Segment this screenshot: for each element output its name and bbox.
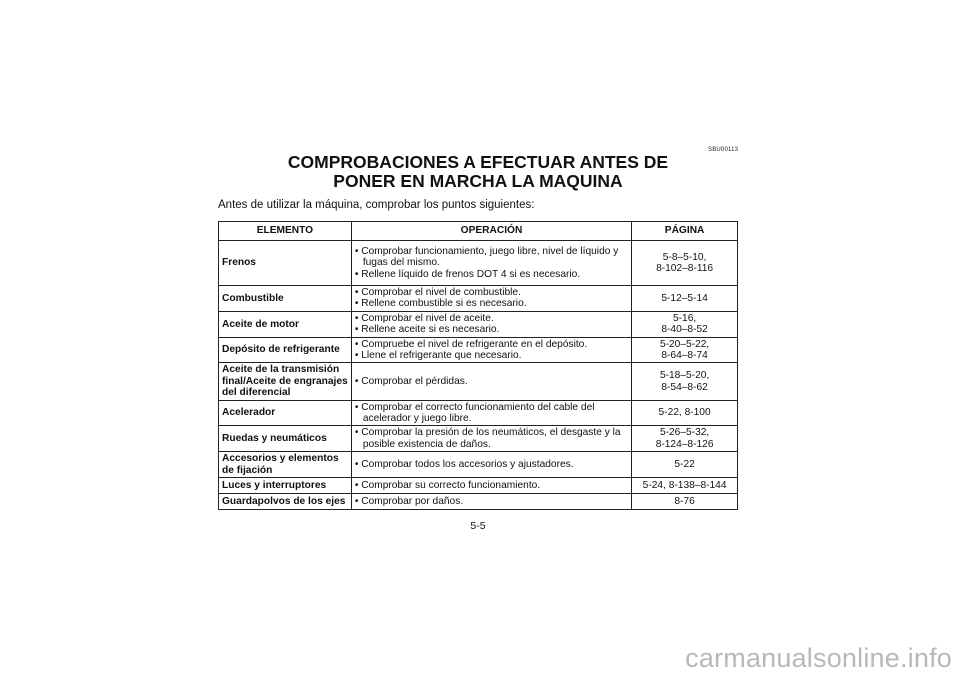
page-reference-line: 8-124–8-126 bbox=[655, 438, 714, 450]
row-element: Combustible bbox=[219, 286, 352, 312]
page-title bbox=[218, 153, 738, 191]
row-page-reference bbox=[632, 426, 738, 452]
row-element: Depósito de refrigerante bbox=[219, 337, 352, 363]
page-title-line-2: PONER EN MARCHA LA MAQUINA bbox=[333, 171, 623, 191]
watermark: carmanualsonline.info bbox=[685, 643, 952, 673]
operation-bullet: • Comprobar el pérdidas. bbox=[355, 376, 628, 387]
row-element: Frenos bbox=[219, 241, 352, 286]
table-row bbox=[219, 311, 738, 337]
table-row bbox=[219, 426, 738, 452]
row-page-reference bbox=[632, 286, 738, 312]
operation-bullet: • Llene el refrigerante que necesario. bbox=[355, 350, 628, 361]
row-operation bbox=[351, 241, 631, 286]
row-element: Acelerador bbox=[219, 400, 352, 426]
operation-bullet: • Comprobar funcionamiento, juego libre, nivel de líquido y fugas del mismo. bbox=[355, 246, 628, 269]
page-reference-line: 8-76 bbox=[674, 495, 695, 507]
table-row bbox=[219, 286, 738, 312]
row-operation bbox=[351, 478, 631, 494]
page-reference-line: 8-54–8-62 bbox=[661, 381, 708, 393]
page-reference-line: 5-26–5-32, bbox=[659, 427, 710, 439]
operation-bullet: • Comprobar la presión de los neumáticos, el desgaste y la posible existencia de daños. bbox=[355, 427, 628, 450]
page-reference-line: 5-16, bbox=[672, 312, 697, 324]
operation-bullet: • Rellene aceite si es necesario. bbox=[355, 324, 628, 335]
intro-text: Antes de utilizar la máquina, comprobar los puntos siguientes: bbox=[218, 199, 535, 211]
page-reference-line: 5-22, 8-100 bbox=[658, 407, 711, 419]
table-row bbox=[219, 363, 738, 400]
table-row bbox=[219, 241, 738, 286]
table-row bbox=[219, 478, 738, 494]
operation-bullet: • Comprobar el nivel de aceite. bbox=[355, 313, 628, 324]
pre-operation-check-table bbox=[218, 221, 738, 510]
page-reference-line: 5-24, 8-138–8-144 bbox=[642, 479, 727, 491]
header-operacion: OPERACIÓN bbox=[351, 222, 631, 241]
operation-bullet: • Rellene líquido de frenos DOT 4 si es necesario. bbox=[355, 269, 628, 280]
row-page-reference bbox=[632, 478, 738, 494]
row-page-reference bbox=[632, 494, 738, 510]
row-page-reference bbox=[632, 337, 738, 363]
row-element: Guardapolvos de los ejes bbox=[219, 494, 352, 510]
page-title-line-1: COMPROBACIONES A EFECTUAR ANTES DE bbox=[287, 152, 669, 172]
row-element: Aceite de la transmisión final/Aceite de engranajes del diferencial bbox=[219, 363, 352, 400]
page-reference-line: 5-22 bbox=[674, 458, 695, 470]
row-operation bbox=[351, 286, 631, 312]
row-page-reference bbox=[632, 311, 738, 337]
operation-bullet: • Comprobar por daños. bbox=[355, 496, 628, 507]
row-element: Aceite de motor bbox=[219, 311, 352, 337]
page-number: 5-5 bbox=[470, 520, 486, 532]
page-reference-line: 5-12–5-14 bbox=[661, 292, 708, 304]
row-operation bbox=[351, 494, 631, 510]
row-operation bbox=[351, 400, 631, 426]
row-operation bbox=[351, 337, 631, 363]
page-reference-line: 5-20–5-22, bbox=[659, 338, 710, 350]
row-operation bbox=[351, 311, 631, 337]
page-reference-line: 5-8–5-10, bbox=[662, 251, 707, 263]
row-operation bbox=[351, 452, 631, 478]
operation-bullet: • Comprobar el nivel de combustible. bbox=[355, 287, 628, 298]
table-row bbox=[219, 400, 738, 426]
header-pagina: PÁGINA bbox=[632, 222, 738, 241]
table-row bbox=[219, 452, 738, 478]
row-operation bbox=[351, 426, 631, 452]
row-page-reference bbox=[632, 241, 738, 286]
page-reference-line: 8-64–8-74 bbox=[661, 350, 708, 362]
header-elemento: ELEMENTO bbox=[219, 222, 352, 241]
page-reference-line: 5-18–5-20, bbox=[659, 370, 710, 382]
operation-bullet: • Comprobar el correcto funcionamiento del cable del acelerador y juego libre. bbox=[355, 402, 628, 425]
row-page-reference bbox=[632, 400, 738, 426]
table-row bbox=[219, 494, 738, 510]
row-operation bbox=[351, 363, 631, 400]
row-element: Ruedas y neumáticos bbox=[219, 426, 352, 452]
row-element: Accesorios y elementos de fijación bbox=[219, 452, 352, 478]
table-row bbox=[219, 337, 738, 363]
row-element: Luces y interruptores bbox=[219, 478, 352, 494]
operation-bullet: • Comprobar su correcto funcionamiento. bbox=[355, 480, 628, 491]
operation-bullet: • Rellene combustible si es necesario. bbox=[355, 298, 628, 309]
operation-bullet: • Compruebe el nivel de refrigerante en el depósito. bbox=[355, 339, 628, 350]
page-reference-line: 8-102–8-116 bbox=[656, 263, 714, 274]
operation-bullet: • Comprobar todos los accesorios y ajustadores. bbox=[355, 459, 628, 470]
document-code: SBU00113 bbox=[708, 147, 739, 153]
table-header-row bbox=[219, 222, 738, 241]
row-page-reference bbox=[632, 452, 738, 478]
row-page-reference bbox=[632, 363, 738, 400]
page-reference-line: 8-40–8-52 bbox=[661, 324, 708, 336]
